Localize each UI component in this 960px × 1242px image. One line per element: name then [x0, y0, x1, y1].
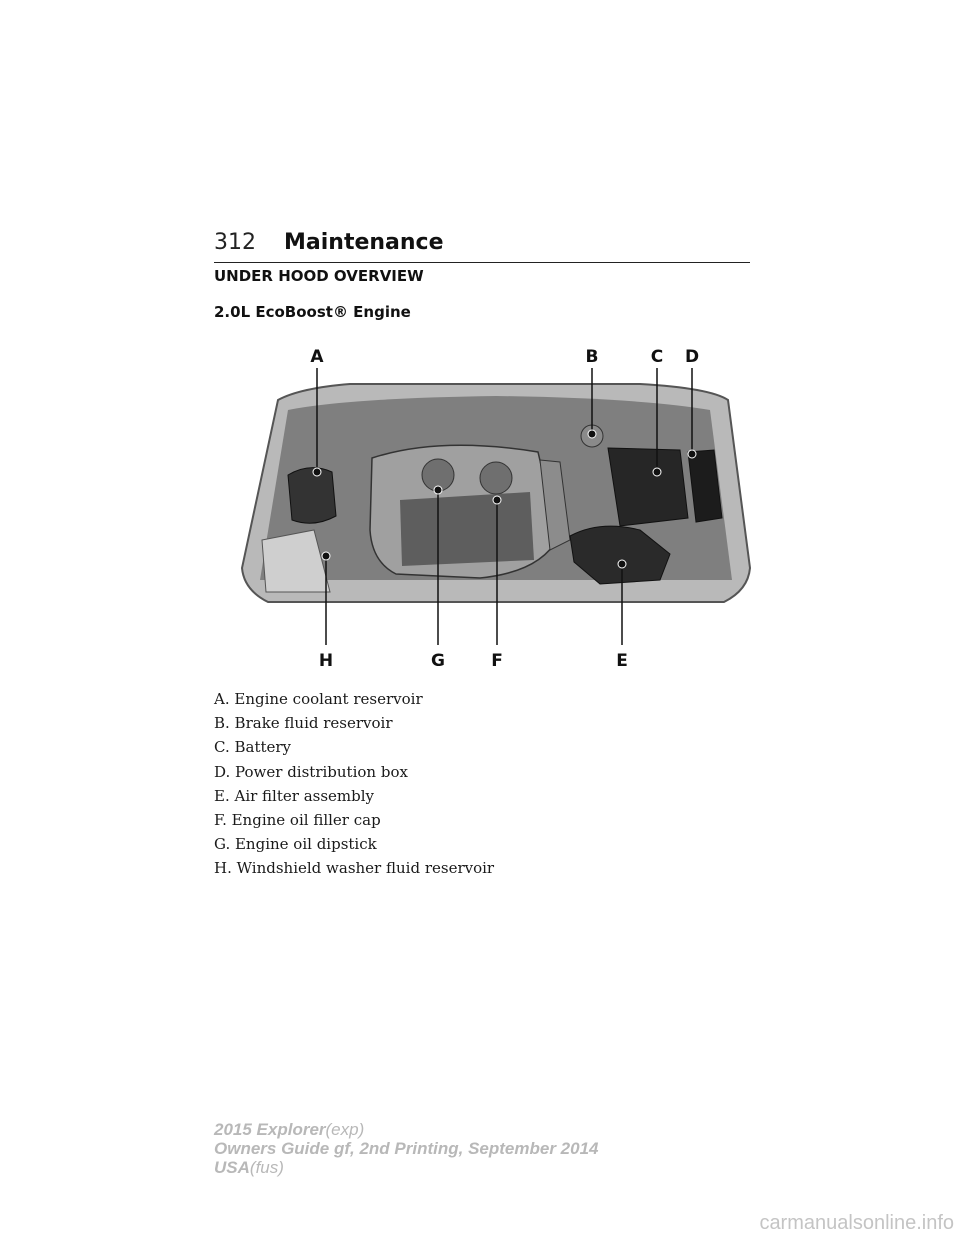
footer-line-3: [214, 1158, 598, 1177]
callout-label-h: H: [318, 651, 334, 670]
legend-item: E. Air filter assembly: [214, 786, 375, 805]
callout-label-f: F: [491, 651, 503, 670]
callout-label-b: B: [585, 347, 599, 367]
page-number: 312: [214, 230, 256, 255]
footer-region-code: (fus): [249, 1158, 284, 1177]
callout-label-d: D: [684, 347, 700, 367]
footer-line-1: [214, 1120, 598, 1139]
battery-shape: [608, 448, 688, 526]
footer-region: USA: [214, 1158, 250, 1177]
legend-item: C. Battery: [214, 738, 292, 757]
page-header: [214, 226, 750, 263]
page-heading: UNDER HOOD OVERVIEW: [214, 267, 424, 285]
document-footer: [214, 1120, 598, 1177]
legend-item: D. Power distribution box: [214, 762, 408, 781]
callout-label-c: C: [650, 347, 664, 367]
engine-subheading: 2.0L EcoBoost® Engine: [214, 303, 411, 321]
engine-bay-diagram: [240, 340, 752, 670]
component-legend: [214, 690, 494, 884]
legend-item: H. Windshield washer fluid reservoir: [214, 859, 495, 878]
cover-cap-right: [480, 462, 512, 494]
legend-item: F. Engine oil filler cap: [214, 810, 381, 829]
section-title: Maintenance: [284, 230, 444, 255]
footer-model-code: (exp): [325, 1120, 365, 1139]
callout-label-a: A: [310, 347, 324, 367]
callout-label-e: E: [616, 651, 628, 670]
legend-item: A. Engine coolant reservoir: [214, 690, 423, 708]
coolant-reservoir-shape: [288, 468, 336, 524]
footer-line-2: Owners Guide gf, 2nd Printing, September 2014: [214, 1139, 599, 1158]
callout-label-g: G: [431, 651, 445, 670]
legend-item: G. Engine oil dipstick: [214, 835, 377, 854]
footer-model: 2015 Explorer: [214, 1120, 326, 1139]
engine-cover-ribs: [400, 492, 534, 566]
legend-item: B. Brake fluid reservoir: [214, 714, 393, 733]
watermark: carmanualsonline.info: [759, 1212, 954, 1234]
